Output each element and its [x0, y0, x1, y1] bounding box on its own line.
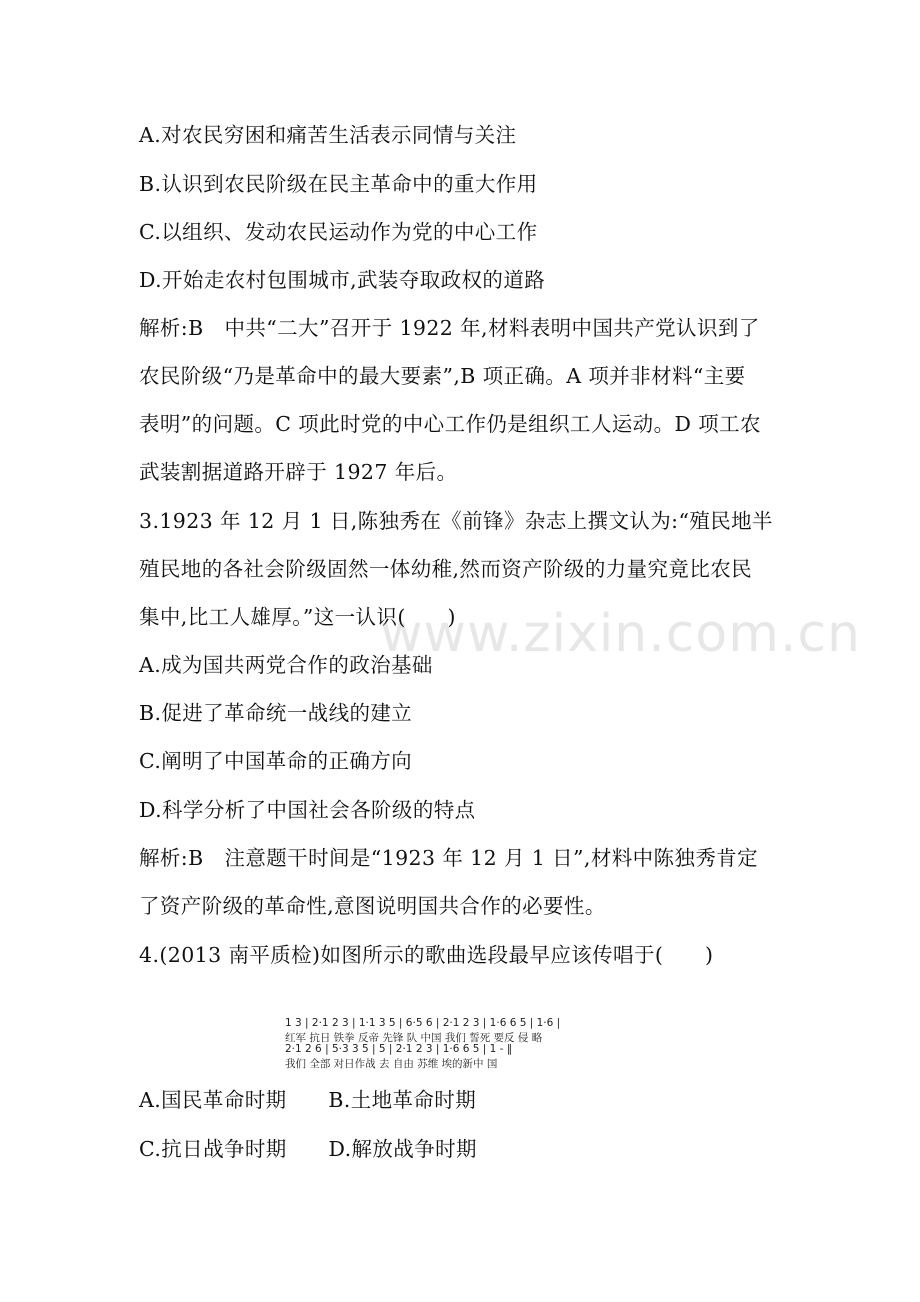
score-notes: 1 3 | 2·1 2 3 | 1·1 3 5 | 6·5 6 | 2·1 2 3 | 1·6 6 5 | 1·6 |	[285, 1017, 561, 1029]
analysis-line: 表明”的问题。C 项此时党的中心工作仍是组织工人运动。D 项工农	[139, 412, 761, 436]
option-line: B.促进了革命统一战线的建立	[139, 701, 413, 725]
score-notes: 2·1 2 6 | 5·3 3 5 | 5 | 2·1 2 3 | 1·6 6 5 | 1 - ‖	[285, 1043, 513, 1055]
watermark: www.zixin.com.cn	[380, 604, 861, 664]
analysis-line: 解析:B 中共“二大”召开于 1922 年,材料表明中国共产党认识到了	[139, 316, 760, 340]
option-line: A.对农民穷困和痛苦生活表示同情与关注	[139, 123, 517, 147]
analysis-line: 解析:B 注意题干时间是“1923 年 12 月 1 日”,材料中陈独秀肯定	[139, 846, 759, 870]
score-lyrics: 我们 全部 对日作战 去 自由 苏维 埃的新中 国	[285, 1058, 498, 1070]
option-line: B.认识到农民阶级在民主革命中的重大作用	[139, 172, 538, 196]
question-line: 3.1923 年 12 月 1 日,陈独秀在《前锋》杂志上撰文认为:“殖民地半	[139, 509, 773, 533]
analysis-line: 了资产阶级的革命性,意图说明国共合作的必要性。	[139, 894, 606, 918]
option-line: A.国民革命时期 B.土地革命时期	[139, 1088, 477, 1112]
option-line: A.成为国共两党合作的政治基础	[139, 653, 433, 677]
option-line: C.抗日战争时期 D.解放战争时期	[139, 1137, 477, 1161]
option-line: D.科学分析了中国社会各阶级的特点	[139, 798, 476, 822]
question-line: 4.(2013 南平质检)如图所示的歌曲选段最早应该传唱于( )	[139, 943, 714, 967]
option-line: C.以组织、发动农民运动作为党的中心工作	[139, 220, 538, 244]
option-line: C.阐明了中国革命的正确方向	[139, 749, 413, 773]
question-line: 集中,比工人雄厚。”这一认识( )	[139, 605, 456, 629]
option-line: D.开始走农村包围城市,武装夺取政权的道路	[139, 268, 546, 292]
analysis-line: 武装割据道路开辟于 1927 年后。	[139, 460, 458, 484]
analysis-line: 农民阶级“乃是革命中的最大要素”,B 项正确。A 项并非材料“主要	[139, 364, 746, 388]
question-line: 殖民地的各社会阶级固然一体幼稚,然而资产阶级的力量究竟比农民	[139, 557, 753, 581]
music-score-figure	[285, 1017, 640, 1069]
score-lyrics: 红军 抗日 铁拳 反帝 先锋 队 中国 我们 誓死 要反 侵 略	[285, 1032, 543, 1044]
